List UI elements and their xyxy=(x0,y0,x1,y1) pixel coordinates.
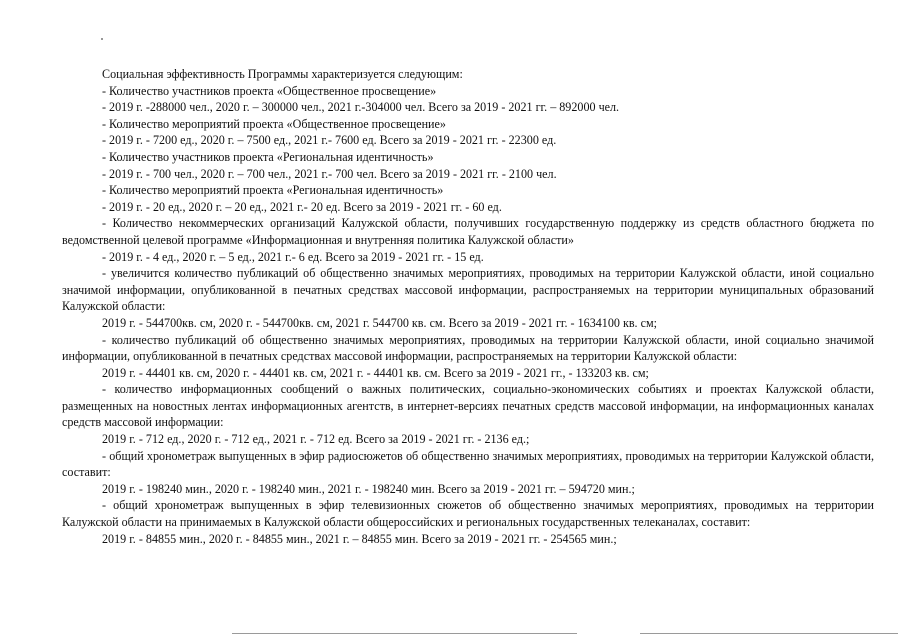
paragraph-participants-identity: - Количество участников проекта «Региональная идентичность» xyxy=(102,149,434,164)
paragraph-participants-identity-values: - 2019 г. - 700 чел., 2020 г. – 700 чел., 2021 г.- 700 чел. Всего за 2019 - 2021 гг. - 2100 чел. xyxy=(102,166,557,181)
paragraph-publications-municipal: - увеличится количество публикаций об общественно значимых мероприятиях, проводимых на территории Калужской области, иной социально значимой информации, опубликованной в печатных средствах массовой информации, распространяемых на территории муниципальных образований Калужской области: xyxy=(62,266,874,314)
paragraph-participants-enlightenment-values: - 2019 г. -288000 чел., 2020 г. – 300000 чел., 2021 г.-304000 чел. Всего за 2019 - 2021 гг. – 892000 чел. xyxy=(102,100,620,115)
paragraph-publications-regional: - количество публикаций об общественно значимых мероприятиях, проводимых на территории Калужской области, иной социально значимой информации, опубликованной в печатных средствах массовой информации, распространяемых на территории Калужской области: xyxy=(62,332,874,364)
document-body xyxy=(62,66,874,547)
paragraph-news-messages: - количество информационных сообщений о важных политических, социально-экономических событиях и проектах Калужской области, размещенных на новостных лентах информационных агентств, в интернет-версиях печатных средств массовой информации, на информационных каналах средств массовой информации: xyxy=(62,382,874,430)
scan-edge-line xyxy=(640,633,898,634)
paragraph-events-identity-values: - 2019 г. - 20 ед., 2020 г. – 20 ед., 2021 г.- 20 ед. Всего за 2019 - 2021 гг. - 60 ед. xyxy=(102,199,502,214)
paragraph-radio-timing-values: 2019 г. - 198240 мин., 2020 г. - 198240 мин., 2021 г. - 198240 мин. Всего за 2019 - 2021 гг. – 594720 мин.; xyxy=(102,481,635,496)
paragraph-tv-timing-values: 2019 г. - 84855 мин., 2020 г. - 84855 мин., 2021 г. – 84855 мин. Всего за 2019 - 2021 гг. - 254565 мин.; xyxy=(102,531,617,546)
scan-edge-line xyxy=(232,633,577,634)
paragraph-nko: - Количество некоммерческих организаций Калужской области, получивших государственную поддержку из средств областного бюджета по ведомственной целевой программе «Информационная и внутренняя политика Калужской области» xyxy=(62,216,874,247)
paragraph-events-enlightenment-values: - 2019 г. - 7200 ед., 2020 г. – 7500 ед., 2021 г.- 7600 ед. Всего за 2019 - 2021 гг. - 22300 ед. xyxy=(102,133,557,148)
paragraph-events-identity: - Количество мероприятий проекта «Региональная идентичность» xyxy=(102,183,444,198)
paragraph-events-enlightenment: - Количество мероприятий проекта «Общественное просвещение» xyxy=(102,116,446,131)
paragraph-publications-municipal-values: 2019 г. - 544700кв. см, 2020 г. - 544700кв. см, 2021 г. 544700 кв. см. Всего за 2019 - 2021 гг. - 1634100 кв. см; xyxy=(102,315,657,330)
paragraph-news-messages-values: 2019 г. - 712 ед., 2020 г. - 712 ед., 2021 г. - 712 ед. Всего за 2019 - 2021 гг. - 2136 ед.; xyxy=(102,432,530,447)
paragraph-tv-timing: - общий хронометраж выпущенных в эфир телевизионных сюжетов об общественно значимых мероприятиях, проводимых на территории Калужской области на принимаемых в Калужской области общероссийских и региональных государственных телеканалах, составит: xyxy=(62,498,874,530)
paragraph-nko-values: - 2019 г. - 4 ед., 2020 г. – 5 ед., 2021 г.- 6 ед. Всего за 2019 - 2021 гг. - 15 ед. xyxy=(102,249,484,264)
paragraph-publications-regional-values: 2019 г. - 44401 кв. см, 2020 г. - 44401 кв. см, 2021 г. - 44401 кв. см. Всего за 2019 - 2021 гг., - 133203 кв. см; xyxy=(102,365,649,380)
scan-speck xyxy=(101,38,103,40)
paragraph-intro: Социальная эффективность Программы характеризуется следующим: xyxy=(102,67,463,81)
paragraph-participants-enlightenment: - Количество участников проекта «Общественное просвещение» xyxy=(102,83,437,98)
paragraph-radio-timing: - общий хронометраж выпущенных в эфир радиосюжетов об общественно значимых мероприятиях, проводимых на территории Калужской области, составит: xyxy=(62,448,874,480)
